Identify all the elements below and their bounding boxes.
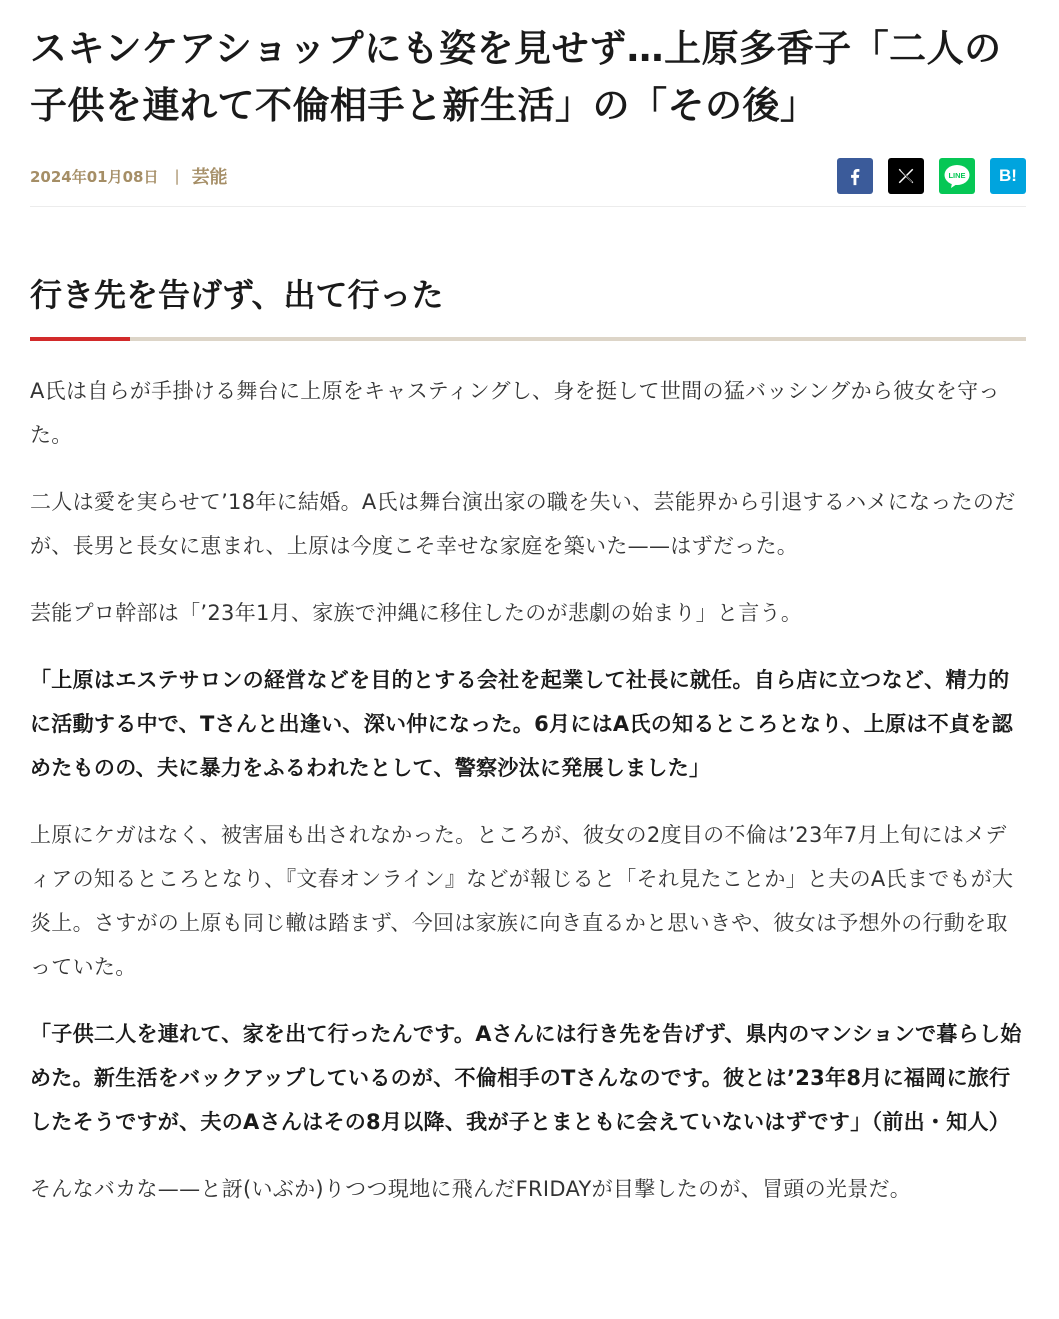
- meta-info: [30, 163, 228, 189]
- section-heading: 行き先を告げず、出て行った: [30, 276, 444, 314]
- meta-separator: |: [174, 167, 180, 185]
- facebook-share-button[interactable]: [837, 158, 873, 194]
- article-title: スキンケアショップにも姿を見せず…上原多香子「二人の子供を連れて不倫相手と新生活」の「その後」: [30, 27, 1002, 127]
- body-paragraph: 上原にケガはなく、被害届も出されなかった。ところが、彼女の2度目の不倫は’23年7月上旬にはメディアの知るところとなり、『文春オンライン』などが報じると「それ見たことか」と夫のA氏までもが大炎上。さすがの上原も同じ轍は踏まず、今回は家族に向き直るかと思いきや、彼女は予想外の行動を取っていた。: [30, 823, 1014, 979]
- body-paragraph: A氏は自らが手掛ける舞台に上原をキャスティングし、身を挺して世間の猛バッシングから彼女を守った。: [30, 379, 1000, 447]
- heading-accent-bar: [30, 337, 130, 341]
- category-link[interactable]: 芸能: [191, 167, 228, 188]
- quote-paragraph: 「子供二人を連れて、家を出て行ったんです。Aさんには行き先を告げず、県内のマンションで暮らし始めた。新生活をバックアップしているのが、不倫相手のTさんなのです。彼とは’23年8月に福岡に旅行したそうですが、夫のAさんはその8月以降、我が子とまともに会えていないはずです」（前出・知人）: [30, 1022, 1022, 1134]
- x-share-button[interactable]: [888, 158, 924, 194]
- facebook-icon: [844, 165, 866, 187]
- quote-paragraph: 「上原はエステサロンの経営などを目的とする会社を起業して社長に就任。自ら店に立つなど、精力的に活動する中で、Tさんと出逢い、深い仲になった。6月にはA氏の知るところとなり、上原は不貞を認めたものの、夫に暴力をふるわれたとして、警察沙汰に発展しました」: [30, 668, 1013, 780]
- heading-underline: [30, 337, 1026, 341]
- svg-text:LINE: LINE: [948, 171, 966, 180]
- share-buttons: [837, 158, 1026, 194]
- x-icon: [897, 167, 915, 185]
- line-share-button[interactable]: [939, 158, 975, 194]
- article-meta: [30, 158, 1026, 207]
- body-paragraph: そんなバカな——と訝(いぶか)りつつ現地に飛んだFRIDAYが目撃したのが、冒頭の光景だ。: [30, 1177, 912, 1201]
- body-paragraph: 二人は愛を実らせて’18年に結婚。A氏は舞台演出家の職を失い、芸能界から引退するハメになったのだが、長男と長女に恵まれ、上原は今度こそ幸せな家庭を築いた——はずだった。: [30, 490, 1016, 558]
- body-paragraph: 芸能プロ幹部は「’23年1月、家族で沖縄に移住したのが悲劇の始まり」と言う。: [30, 601, 803, 625]
- hatena-icon: B!: [999, 166, 1017, 185]
- line-icon: [943, 163, 971, 189]
- hatena-bookmark-button[interactable]: [990, 158, 1026, 194]
- article-body: [30, 369, 1026, 1211]
- publish-date: 2024年01月08日: [30, 167, 159, 186]
